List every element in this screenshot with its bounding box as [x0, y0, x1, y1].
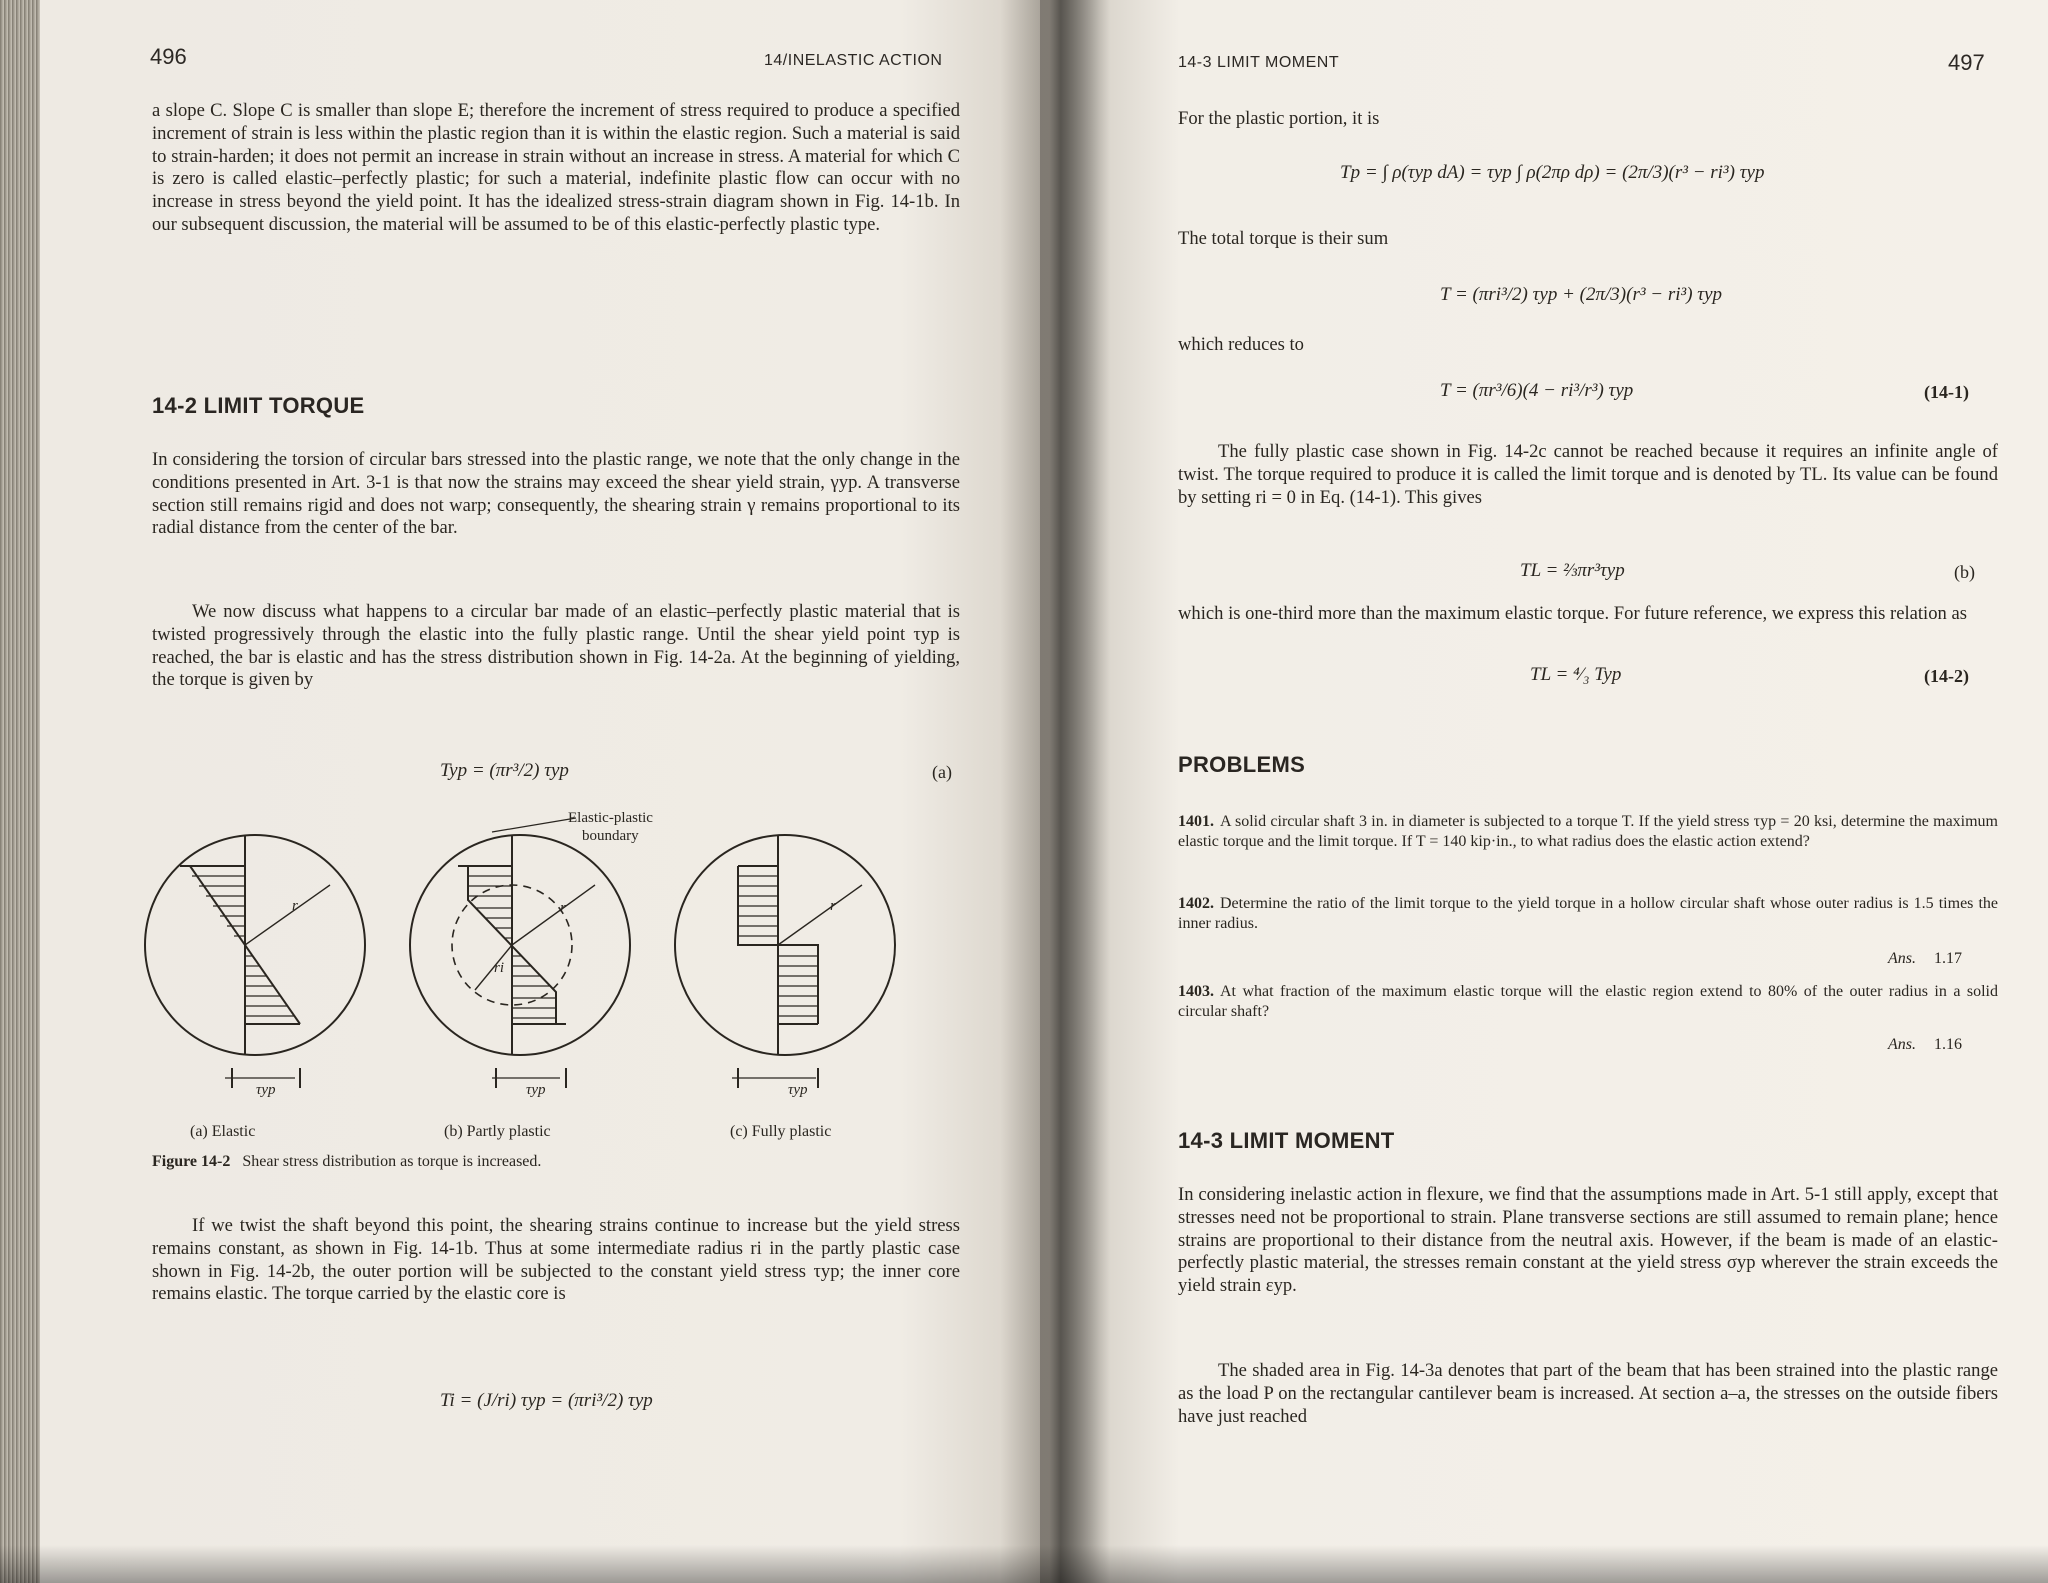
elastic-plastic-boundary-label-1: Elastic-plastic — [568, 810, 653, 826]
tau-label-c: τyp — [788, 1082, 808, 1098]
equation-b: TL = ⅔πr³τyp — [1520, 560, 1625, 581]
figure-14-2 — [140, 810, 900, 1110]
equation-b-tag: (b) — [1954, 562, 1975, 582]
answer-value: 1.16 — [1934, 1036, 1962, 1053]
left-page-number: 496 — [150, 44, 187, 69]
tau-label-b: τyp — [526, 1082, 546, 1098]
paragraph-inelastic-flexure: In considering inelastic action in flexure, we find that the assumptions made in Art. 5-1 still apply, except that stresses need not be proportional to strain. Plane transverse sections are still assumed to remain plane; hence strains are proportional to their distance from the neutral axis. However, if the beam is made of an elastic-perfectly plastic material, the stresses remain constant at the yield stress σyp wherever the strain exceeds the yield strain εyp. — [1178, 1184, 1998, 1297]
paragraph-beyond-yield: If we twist the shaft beyond this point, the shearing strains continue to increase but the yield stress remains constant, as shown in Fig. 14-1b. Thus at some intermediate radius ri in the partly plastic case shown in Fig. 14-2b, the outer portion will be subjected to the constant yield stress τyp; the inner core remains elastic. The torque carried by the elastic core is — [152, 1215, 960, 1305]
core-radius-label: ri — [494, 960, 505, 976]
radius-label-b: r — [560, 900, 566, 916]
elastic-plastic-boundary-label-2: boundary — [582, 828, 639, 844]
subcaption-fully-plastic: (c) Fully plastic — [730, 1123, 832, 1140]
section-heading-limit-moment: 14-3 LIMIT MOMENT — [1178, 1128, 1395, 1153]
right-page — [1040, 0, 2048, 1583]
answer-label: Ans. — [1888, 950, 1916, 967]
problem-number: 1402. — [1178, 895, 1214, 912]
equation-a-tag: (a) — [932, 762, 952, 782]
equation-14-1-tag: (14-1) — [1924, 382, 1969, 402]
problem-number: 1403. — [1178, 983, 1214, 1000]
figure-caption-text: Shear stress distribution as torque is increased. — [242, 1153, 542, 1170]
problem-1402-answer — [1888, 950, 1962, 968]
subcaption-elastic: (a) Elastic — [190, 1123, 256, 1140]
paragraph-total-intro: The total torque is their sum — [1178, 228, 1389, 249]
problems-heading: PROBLEMS — [1178, 752, 1306, 777]
figure-caption — [152, 1153, 541, 1171]
paragraph-plastic-portion: For the plastic portion, it is — [1178, 108, 1380, 129]
problem-1401 — [1178, 812, 1998, 852]
equation-a: Typ = (πr³/2) τyp — [440, 760, 569, 781]
paragraph-fully-plastic: The fully plastic case shown in Fig. 14-2c cannot be reached because it requires an infinite angle of twist. The torque required to produce it is called the limit torque and is denoted by TL. Its value can be found by setting ri = 0 in Eq. (14-1). This gives — [1178, 441, 1998, 508]
problem-text: Determine the ratio of the limit torque to the yield torque in a hollow circular shaft whose outer radius is 1.5 times the inner radius. — [1178, 895, 1998, 932]
equation-core-torque: Ti = (J/ri) τyp = (πri³/2) τyp — [440, 1390, 653, 1411]
answer-label: Ans. — [1888, 1036, 1916, 1053]
equation-14-2-tag: (14-2) — [1924, 666, 1969, 686]
problem-1402 — [1178, 894, 1998, 934]
left-running-head: 14/INELASTIC ACTION — [764, 52, 943, 69]
radius-label-c: r — [830, 898, 836, 914]
paragraph-torsion: In considering the torsion of circular bars stressed into the plastic range, we note that the only change in the conditions presented in Art. 3-1 is that now the strains may exceed the shear yield strain, γyp. A transverse section still remains rigid and does not warp; consequently, the shearing strain γ remains proportional to its radial distance from the center of the bar. — [152, 449, 960, 539]
problem-number: 1401. — [1178, 813, 1214, 830]
equation-14-1: T = (πr³/6)(4 − ri³/r³) τyp — [1440, 380, 1634, 401]
subcaption-partly-plastic: (b) Partly plastic — [444, 1123, 551, 1140]
problem-1403 — [1178, 982, 1998, 1022]
intro-paragraph: a slope C. Slope C is smaller than slope E; therefore the increment of stress required to produce a specified increment of strain is less within the plastic region than it is within the elastic region. Such a material is said to strain-harden; it does not permit an increase in strain without an increase in stress. A material for which C is zero is called elastic–perfectly plastic; for such a material, indefinite plastic flow can occur with no increase in stress beyond the yield point. It has the idealized stress-strain diagram shown in Fig. 14-1b. In our subsequent discussion, the material will be assumed to be of this elastic-perfectly plastic type. — [152, 100, 960, 235]
bottom-shadow — [0, 1545, 2048, 1583]
page-stack-edge — [0, 0, 40, 1583]
paragraph-reduces: which reduces to — [1178, 334, 1304, 355]
answer-value: 1.17 — [1934, 950, 1962, 967]
paragraph-twist-progressive: We now discuss what happens to a circular bar made of an elastic–perfectly plastic material that is twisted progressively through the elastic into the fully plastic range. Until the shear yield point τyp is reached, the bar is elastic and has the stress distribution shown in Fig. 14-2a. At the beginning of yielding, the torque is given by — [152, 601, 960, 691]
section-heading-limit-torque: 14-2 LIMIT TORQUE — [152, 393, 365, 418]
radius-label-a: r — [292, 898, 298, 914]
equation-plastic-torque: Tp = ∫ ρ(τyp dA) = τyp ∫ ρ(2πρ dρ) = (2π/3)(r³ − ri³) τyp — [1340, 162, 1765, 183]
problem-text: At what fraction of the maximum elastic torque will the elastic region extend to 80% of the outer radius in a solid circular shaft? — [1178, 983, 1998, 1020]
binding-gutter — [1000, 0, 1110, 1583]
shaft-section-elastic — [145, 835, 365, 1055]
right-page-number: 497 — [1948, 50, 1985, 75]
paragraph-shaded-area: The shaded area in Fig. 14-3a denotes that part of the beam that has been strained into the plastic range as the load P on the rectangular cantilever beam is increased. At section a–a, the stresses on the outside fibers have just reached — [1178, 1360, 1998, 1427]
shaft-section-partly-plastic — [410, 835, 630, 1055]
figure-caption-label: Figure 14-2 — [152, 1153, 231, 1170]
right-running-head: 14-3 LIMIT MOMENT — [1178, 54, 1340, 71]
problem-1403-answer — [1888, 1036, 1962, 1054]
tau-label-a: τyp — [256, 1082, 276, 1098]
problem-text: A solid circular shaft 3 in. in diameter is subjected to a torque T. If the yield stress τyp = 20 ksi, determine the maximum elastic torque and the limit torque. If T = 140 kip·in., to what radius does the elastic action extend? — [1178, 813, 1998, 850]
equation-14-2: TL = ⁴⁄₃ Typ — [1530, 664, 1622, 685]
equation-total-torque: T = (πri³/2) τyp + (2π/3)(r³ − ri³) τyp — [1440, 284, 1723, 305]
paragraph-one-third: which is one-third more than the maximum elastic torque. For future reference, we express this relation as — [1178, 603, 1967, 624]
